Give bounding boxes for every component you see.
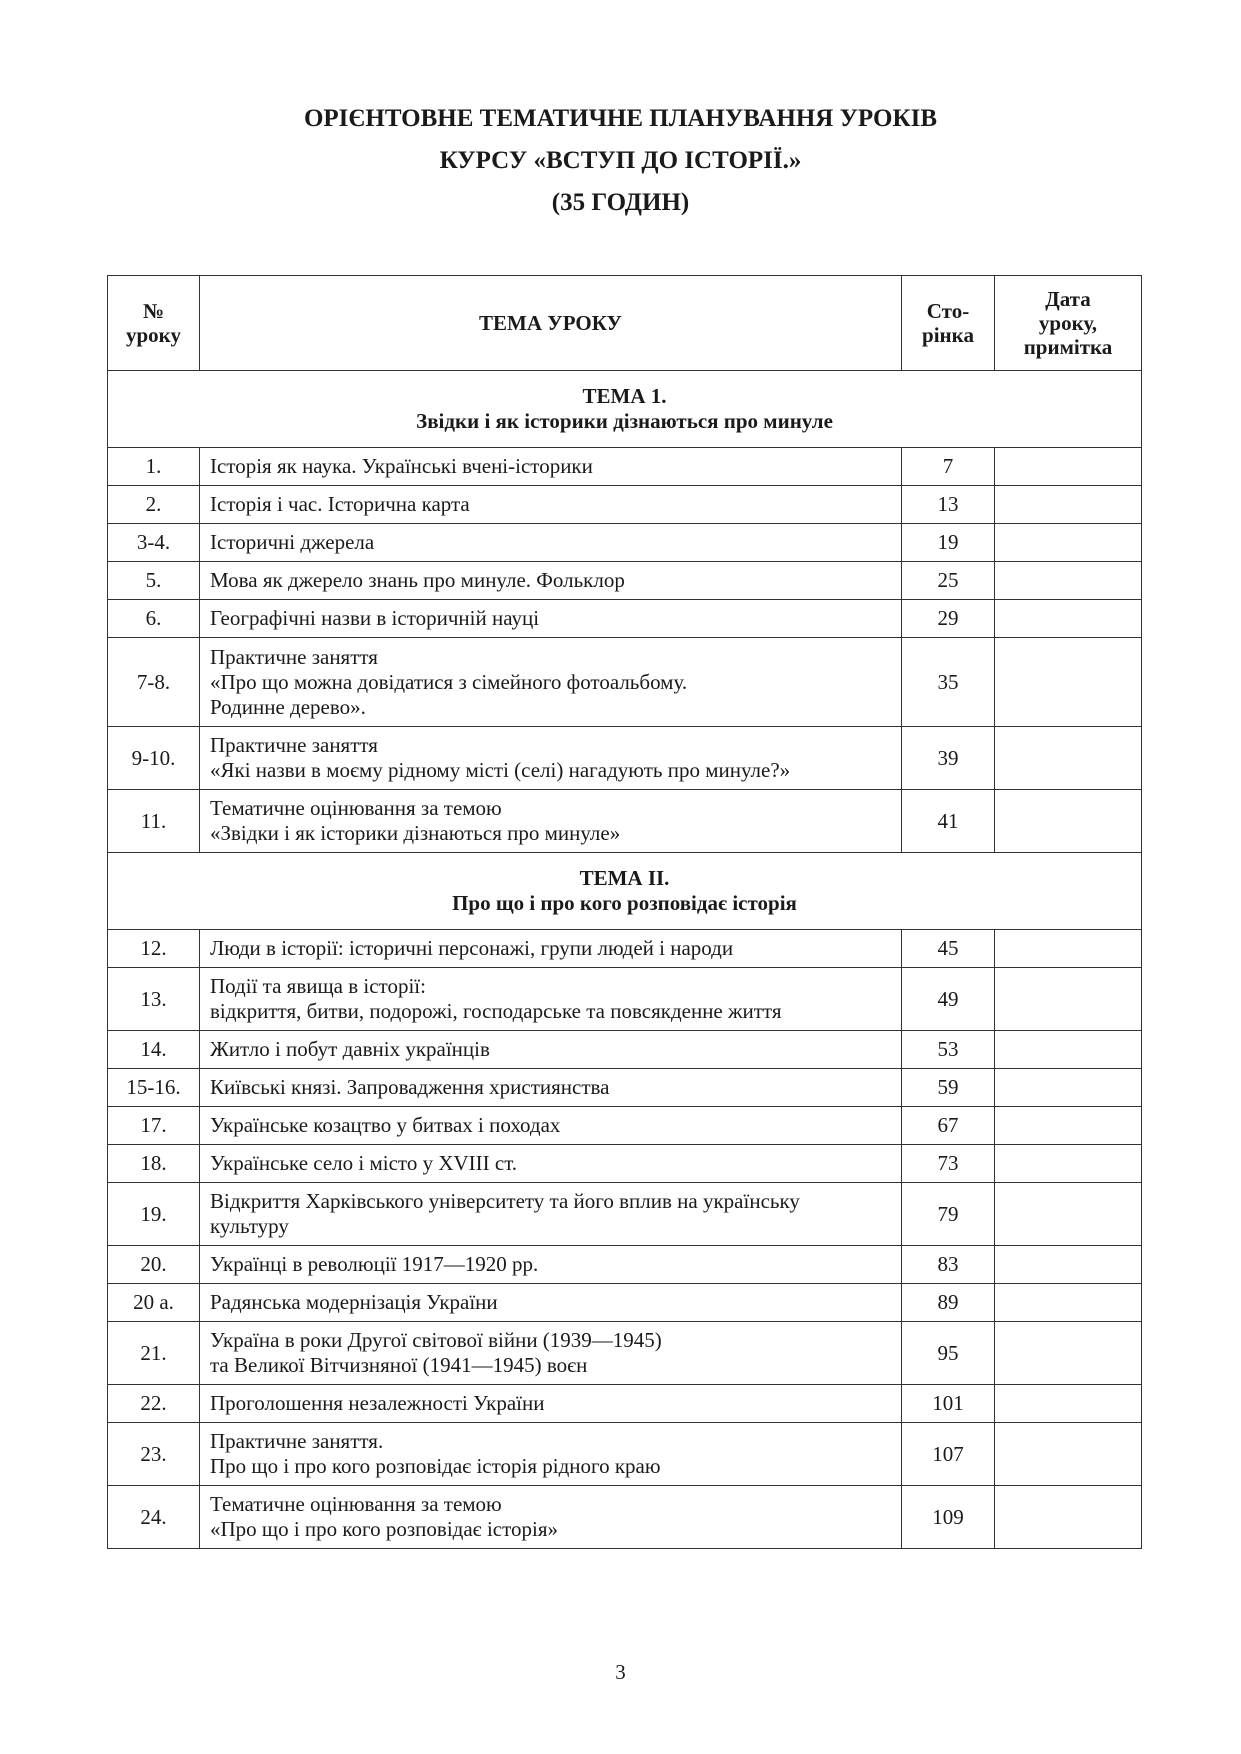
table-row <box>108 1069 1142 1107</box>
lesson-date-note <box>995 727 1142 790</box>
lesson-topic <box>200 968 902 1031</box>
page-heading <box>0 98 1241 224</box>
lesson-topic <box>200 1183 902 1246</box>
table-row <box>108 524 1142 562</box>
lesson-date-note <box>995 1107 1142 1145</box>
lesson-number: 21. <box>108 1322 200 1385</box>
lesson-page: 53 <box>902 1031 995 1069</box>
lesson-page: 89 <box>902 1284 995 1322</box>
lesson-topic-line: Українці в революції 1917—1920 рр. <box>210 1252 539 1276</box>
lesson-date-note <box>995 1322 1142 1385</box>
lesson-topic <box>200 1486 902 1549</box>
title-line-3: (35 ГОДИН) <box>551 189 690 216</box>
lesson-topic-line: відкриття, битви, подорожі, господарське та повсякденне життя <box>210 999 782 1023</box>
lesson-number: 7-8. <box>108 638 200 727</box>
lesson-topic-line: Практичне заняття. <box>210 1429 384 1453</box>
lesson-date-note <box>995 1183 1142 1246</box>
lesson-page: 67 <box>902 1107 995 1145</box>
lesson-topic-line: Україна в роки Другої світової війни (1939—1945) <box>210 1328 662 1352</box>
table-row <box>108 968 1142 1031</box>
lesson-number: 9-10. <box>108 727 200 790</box>
lesson-topic-line: Про що і про кого розповідає історія рідного краю <box>210 1454 661 1478</box>
lesson-topic-line: Житло і побут давніх українців <box>210 1037 490 1061</box>
table-row <box>108 930 1142 968</box>
section-title <box>108 371 1142 448</box>
header-lesson-number: № уроку <box>108 276 200 371</box>
table-row <box>108 486 1142 524</box>
lesson-page: 49 <box>902 968 995 1031</box>
lesson-number: 13. <box>108 968 200 1031</box>
lesson-topic <box>200 638 902 727</box>
lesson-number: 14. <box>108 1031 200 1069</box>
section-row <box>108 371 1142 448</box>
lesson-topic <box>200 930 902 968</box>
lesson-page: 45 <box>902 930 995 968</box>
lesson-date-note <box>995 600 1142 638</box>
lesson-date-note <box>995 486 1142 524</box>
lesson-page: 83 <box>902 1246 995 1284</box>
section-row <box>108 853 1142 930</box>
lesson-number: 6. <box>108 600 200 638</box>
lesson-topic-line: Мова як джерело знань про минуле. Фольклор <box>210 568 625 592</box>
lesson-number: 20. <box>108 1246 200 1284</box>
lesson-date-note <box>995 524 1142 562</box>
lesson-page: 39 <box>902 727 995 790</box>
lesson-topic <box>200 524 902 562</box>
lesson-number: 12. <box>108 930 200 968</box>
lesson-topic-line: Проголошення незалежності України <box>210 1391 545 1415</box>
lesson-number: 15-16. <box>108 1069 200 1107</box>
lesson-page: 29 <box>902 600 995 638</box>
lesson-topic <box>200 562 902 600</box>
lesson-date-note <box>995 790 1142 853</box>
title-line-2: КУРСУ «ВСТУП ДО ІСТОРІЇ.» <box>439 147 802 174</box>
lesson-topic-line: культуру <box>210 1214 289 1238</box>
lesson-date-note <box>995 1069 1142 1107</box>
lesson-date-note <box>995 1246 1142 1284</box>
table-row <box>108 1183 1142 1246</box>
lesson-topic-line: Українське козацтво у битвах і походах <box>210 1113 561 1137</box>
lesson-topic-line: «Про що і про кого розповідає історія» <box>210 1517 558 1541</box>
header-topic: ТЕМА УРОКУ <box>200 276 902 371</box>
table-row <box>108 727 1142 790</box>
section-heading: ТЕМА ІІ. <box>579 866 670 890</box>
lesson-date-note <box>995 1423 1142 1486</box>
table-row <box>108 600 1142 638</box>
lesson-topic-line: та Великої Вітчизняної (1941—1945) воєн <box>210 1353 588 1377</box>
lesson-page: 25 <box>902 562 995 600</box>
lesson-topic <box>200 1145 902 1183</box>
lesson-plan-table <box>107 275 1142 1549</box>
lesson-number: 3-4. <box>108 524 200 562</box>
lesson-date-note <box>995 448 1142 486</box>
table-row <box>108 790 1142 853</box>
lesson-topic-line: Радянська модернізація України <box>210 1290 498 1314</box>
lesson-page: 7 <box>902 448 995 486</box>
lesson-page: 19 <box>902 524 995 562</box>
lesson-topic-line: Географічні назви в історичній науці <box>210 606 540 630</box>
table-row <box>108 562 1142 600</box>
lesson-page: 59 <box>902 1069 995 1107</box>
lesson-topic <box>200 448 902 486</box>
lesson-topic <box>200 1322 902 1385</box>
lesson-topic-line: Київські князі. Запровадження християнства <box>210 1075 610 1099</box>
lesson-topic-line: Історія і час. Історична карта <box>210 492 470 516</box>
table-row <box>108 1322 1142 1385</box>
section-title <box>108 853 1142 930</box>
lesson-page: 13 <box>902 486 995 524</box>
lesson-topic-line: Відкриття Харківського університету та його вплив на українську <box>210 1189 800 1213</box>
lesson-topic-line: Історія як наука. Українські вчені-історики <box>210 454 593 478</box>
lesson-date-note <box>995 1145 1142 1183</box>
lesson-page: 79 <box>902 1183 995 1246</box>
lesson-date-note <box>995 562 1142 600</box>
lesson-topic <box>200 600 902 638</box>
lesson-topic-line: Практичне заняття <box>210 644 378 669</box>
lesson-topic <box>200 727 902 790</box>
lesson-number: 17. <box>108 1107 200 1145</box>
lesson-page: 107 <box>902 1423 995 1486</box>
lesson-date-note <box>995 1486 1142 1549</box>
lesson-number: 23. <box>108 1423 200 1486</box>
table-body <box>108 371 1142 1549</box>
table-row <box>108 1423 1142 1486</box>
table-header-row <box>108 276 1142 371</box>
lesson-topic-line: Історичні джерела <box>210 530 375 554</box>
lesson-date-note <box>995 1385 1142 1423</box>
lesson-topic <box>200 1107 902 1145</box>
lesson-topic <box>200 1284 902 1322</box>
lesson-date-note <box>995 1284 1142 1322</box>
lesson-number: 11. <box>108 790 200 853</box>
lesson-date-note <box>995 930 1142 968</box>
lesson-topic <box>200 1031 902 1069</box>
lesson-topic-line: Тематичне оцінювання за темою <box>210 1492 502 1516</box>
lesson-page: 35 <box>902 638 995 727</box>
table-row <box>108 1246 1142 1284</box>
table-row <box>108 1031 1142 1069</box>
lesson-number: 22. <box>108 1385 200 1423</box>
lesson-number: 1. <box>108 448 200 486</box>
lesson-topic-line: «Які назви в моєму рідному місті (селі) нагадують про минуле?» <box>210 758 791 782</box>
lesson-date-note <box>995 1031 1142 1069</box>
lesson-date-note <box>995 638 1142 727</box>
lesson-page: 101 <box>902 1385 995 1423</box>
lesson-topic <box>200 790 902 853</box>
lesson-page: 73 <box>902 1145 995 1183</box>
lesson-number: 19. <box>108 1183 200 1246</box>
title-line-1: ОРІЄНТОВНЕ ТЕМАТИЧНЕ ПЛАНУВАННЯ УРОКІВ <box>303 105 938 132</box>
lesson-topic-line: Люди в історії: історичні персонажі, групи людей і народи <box>210 936 734 960</box>
lesson-topic-line: Події та явища в історії: <box>210 974 426 998</box>
lesson-topic-line: Українське село і місто у XVIII ст. <box>210 1151 518 1175</box>
lesson-topic <box>200 1423 902 1486</box>
lesson-page: 41 <box>902 790 995 853</box>
table-row <box>108 1284 1142 1322</box>
table-row <box>108 1385 1142 1423</box>
lesson-topic <box>200 1069 902 1107</box>
lesson-page: 95 <box>902 1322 995 1385</box>
table-row <box>108 1486 1142 1549</box>
lesson-topic-line: Тематичне оцінювання за темою <box>210 796 502 820</box>
lesson-number: 2. <box>108 486 200 524</box>
section-heading: ТЕМА 1. <box>582 384 667 408</box>
section-subtitle: Про що і про кого розповідає історія <box>452 891 797 915</box>
lesson-topic <box>200 1385 902 1423</box>
lesson-date-note <box>995 968 1142 1031</box>
table-row <box>108 638 1142 727</box>
lesson-number: 24. <box>108 1486 200 1549</box>
lesson-topic-line: Родинне дерево». <box>210 694 366 719</box>
lesson-number: 20 а. <box>108 1284 200 1322</box>
header-date-note: Дата уроку, примітка <box>995 276 1142 371</box>
lesson-number: 18. <box>108 1145 200 1183</box>
table-row <box>108 1107 1142 1145</box>
lesson-topic-line: «Про що можна довідатися з сімейного фотоальбому. <box>210 669 688 694</box>
lesson-topic <box>200 486 902 524</box>
section-subtitle: Звідки і як історики дізнаються про минуле <box>416 409 833 433</box>
header-page: Сто- рінка <box>902 276 995 371</box>
lesson-topic-line: «Звідки і як історики дізнаються про минуле» <box>210 821 621 845</box>
lesson-number: 5. <box>108 562 200 600</box>
lesson-page: 109 <box>902 1486 995 1549</box>
page-number: 3 <box>615 1660 626 1684</box>
lesson-topic <box>200 1246 902 1284</box>
lesson-topic-line: Практичне заняття <box>210 733 378 757</box>
table-row <box>108 448 1142 486</box>
table-row <box>108 1145 1142 1183</box>
